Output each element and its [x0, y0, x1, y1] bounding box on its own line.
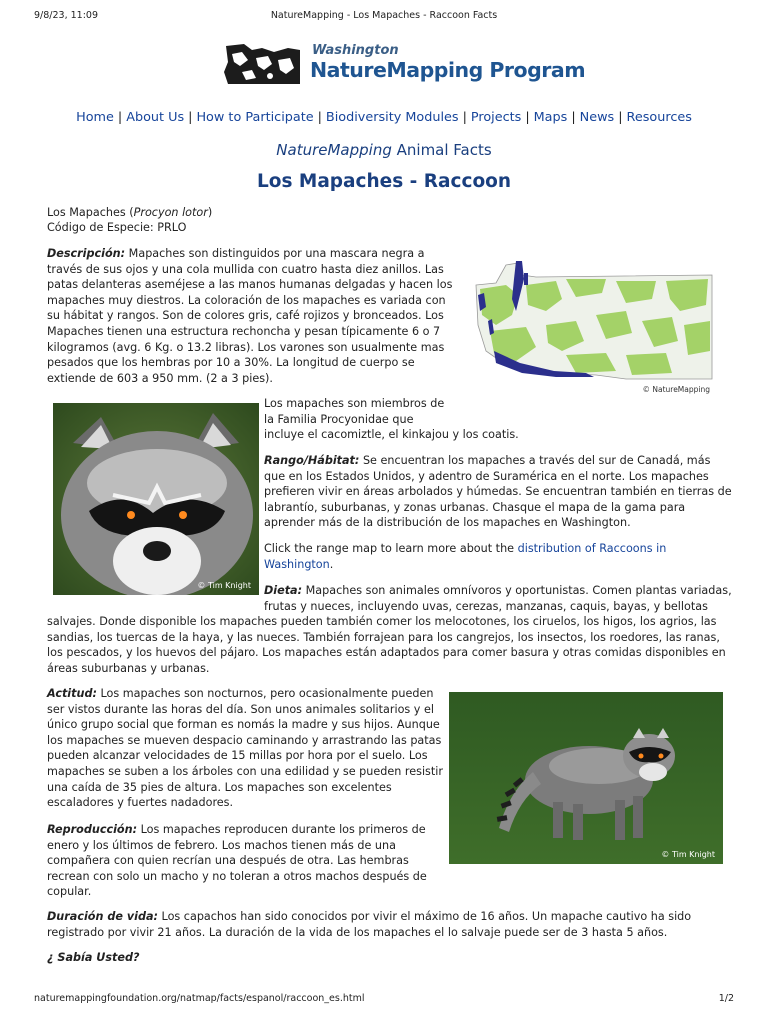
distribution-link-cont[interactable]: Washington: [264, 557, 330, 571]
print-datetime: 9/8/23, 11:09: [34, 10, 98, 21]
photo-credit: © Tim Knight: [197, 581, 251, 590]
description-line: Mapaches son distinguidos por una mascara negra a: [125, 247, 425, 260]
lifespan-section: [47, 909, 737, 940]
behavior-line: mapaches se suben a los árboles con una edilidad y se pueden resistir: [47, 764, 443, 778]
logo-state-text: Washington: [312, 43, 399, 58]
lifespan-line: Los capachos han sido conocidos por vivir el máximo de 16 años. Un mapache cautivo ha sido: [157, 910, 692, 923]
diet-line: áreas suburbanas y urbanas.: [47, 661, 210, 675]
lifespan-line: registrado por vivir 21 años. La duración de la vida de los mapaches el lo salvaje puede ser de 3 hasta 5 años.: [47, 925, 668, 939]
description-line: través de sus ojos y una cola mullida con cuatro hasta diez anillos. Las: [47, 262, 444, 276]
behavior-line: único grupo social que forman es nomás la madre y sus hijos. Aunque: [47, 718, 440, 732]
nav-separator: |: [117, 110, 123, 125]
nav-biodiversity-modules[interactable]: Biodiversity Modules: [325, 110, 459, 125]
description-line: patas delanteras aseméjese a las manos humanas delgadas y hacen los: [47, 278, 453, 292]
print-page-title: NatureMapping - Los Mapaches - Raccoon Facts: [270, 10, 498, 21]
reproduction-line: Los mapaches reproducen durante los primeros de: [137, 823, 426, 836]
behavior-label: Actitud:: [47, 687, 97, 700]
nav-resources[interactable]: Resources: [626, 110, 692, 125]
range-line: aprender más de la distribución de los mapaches en Washington.: [264, 516, 631, 530]
range-map-note: [264, 541, 704, 572]
reproduction-line: recrean con solo un macho y no toleran a otros machos después de: [47, 869, 427, 883]
washington-map-logo-icon: [222, 42, 302, 88]
family-line: incluye el cacomiztle, el kinkajou y los coatis.: [264, 428, 519, 442]
scientific-name: Procyon lotor: [133, 206, 208, 219]
range-label: Rango/Hábitat:: [264, 454, 360, 467]
family-line: Los mapaches son miembros de: [264, 397, 445, 410]
page-title: Los Mapaches - Raccoon: [256, 171, 512, 192]
behavior-section: [47, 686, 447, 811]
species-name-suffix: ): [207, 206, 213, 219]
print-page-number: 1/2: [718, 993, 734, 1004]
range-line: labrantío, suburbanas, y zonas urbanas. Chasque el mapa de la gama para: [264, 500, 686, 514]
logo-program-text: NatureMapping Program: [310, 58, 586, 82]
nav-about-us[interactable]: About Us: [126, 110, 185, 125]
reproduction-label: Reproducción:: [47, 823, 138, 836]
behavior-line: Los mapaches son nocturnos, pero ocasionalmente pueden: [96, 687, 434, 700]
behavior-line: una caída de 35 pies de altura. Los mapaches son excelentes: [47, 780, 392, 794]
reproduction-line: compañera con quien recrían una después de otra. Las hembras: [47, 854, 409, 868]
behavior-line: los mapaches se mueven despacio caminando y arrastrando las patas: [47, 733, 442, 747]
nav-separator: |: [188, 110, 193, 125]
species-code: Código de Especie: PRLO: [47, 221, 187, 234]
raccoon-face-image: [53, 403, 259, 595]
print-footer: [0, 993, 768, 1007]
nav-home[interactable]: Home: [76, 110, 114, 125]
range-line: prefieren vivir en áreas arbolados y húmedas. Se encuentran también en tierras de: [264, 485, 732, 499]
nav-separator: |: [462, 110, 467, 125]
nav-how-to-participate[interactable]: How to Participate: [196, 110, 314, 125]
print-url: naturemappingfoundation.org/natmap/facts/espanol/raccoon_es.html: [34, 993, 365, 1004]
diet-line: frutas y nueces, incluyendo uvas, cerezas, manzanas, caquis, bayas, y bellotas: [264, 599, 708, 613]
nav-separator: |: [317, 110, 322, 125]
diet-label: Dieta:: [264, 584, 303, 597]
diet-line: los pescados, y los huevos del pájaro. Los mapaches están adaptados para comer basura y otras comidas disponibles en: [47, 646, 726, 660]
facts-title-brand: NatureMapping: [276, 141, 392, 159]
reproduction-section: [47, 822, 447, 900]
map-credit: © NatureMapping: [642, 385, 710, 394]
diet-line: salvajes. Donde disponible los mapaches pueden también comer los melocotones, los ciruelos, los higos, los agrios, las: [47, 615, 717, 628]
site-logo[interactable]: [222, 42, 586, 88]
raccoon-walking-photo: [449, 692, 723, 864]
distribution-link[interactable]: distribution of Raccoons in: [517, 542, 667, 555]
behavior-line: pueden alcanzar velocidades de 15 millas por hora por el suelo. Los: [47, 749, 428, 763]
nav-separator: |: [618, 110, 623, 125]
diet-section-top: [264, 583, 734, 614]
range-line: Se encuentran los mapaches a través del sur de Canadá, más: [359, 454, 711, 467]
diet-line: Mapaches son animales omnívoros y oportunistas. Comen plantas variadas,: [302, 584, 732, 597]
lifespan-label: Duración de vida:: [47, 910, 158, 923]
reproduction-line: enero y los últimos de febrero. Los machos tienen más de una: [47, 838, 396, 852]
print-header: [0, 10, 768, 24]
main-nav: [0, 110, 768, 125]
washington-range-map-icon: [466, 255, 720, 400]
nav-maps[interactable]: Maps: [533, 110, 568, 125]
species-name-prefix: Los Mapaches (: [47, 206, 134, 219]
range-click-end: .: [329, 557, 334, 571]
nav-separator: |: [525, 110, 530, 125]
raccoon-walking-image: [449, 692, 723, 864]
description-label: Descripción:: [47, 247, 126, 260]
species-name: [47, 205, 212, 221]
range-section: [264, 453, 734, 531]
animal-facts-title: [0, 141, 768, 159]
behavior-line: ser vistos durante las horas del día. Son unos animales solitarios y el: [47, 702, 434, 716]
raccoon-face-photo: [53, 403, 259, 595]
behavior-line: escaladores y fuertes nadadores.: [47, 796, 234, 810]
description-line: mapaches muy diestros. La coloración de los mapaches es variada con: [47, 293, 446, 307]
range-line: que en los Estados Unidos, y adentro de Suramérica en el norte. Los mapaches: [264, 469, 709, 483]
diet-line: sandias, los tuercas de la haya, y las nueces. También forrajean para los cangrejos, los insectos, los roedores, las ranas,: [47, 630, 720, 644]
family-text: [264, 396, 704, 443]
reproduction-line: copular.: [47, 885, 92, 899]
did-you-know-label: ¿ Sabía Usted?: [47, 951, 140, 964]
facts-title-rest: Animal Facts: [391, 141, 492, 159]
range-click-text: Click the range map to learn more about the: [264, 542, 518, 555]
nav-separator: |: [571, 110, 576, 125]
range-map[interactable]: [466, 255, 720, 400]
nav-news[interactable]: News: [579, 110, 615, 125]
photo-credit: © Tim Knight: [661, 850, 715, 859]
did-you-know-heading: [47, 950, 139, 966]
description-line: kilogramos (avg. 6 Kg. o 13.2 libras). Los varones son usualmente mas: [47, 340, 445, 354]
description-line: su hábitat y rangos. Son de colores gris, café rojizos y bronceados. Los: [47, 309, 444, 323]
nav-projects[interactable]: Projects: [470, 110, 522, 125]
description-line: Mapaches tienen una estructura rechoncha y pesan típicamente 6 o 7: [47, 324, 441, 338]
diet-section-bottom: [47, 614, 737, 676]
family-line: la Familia Procyonidae que: [264, 412, 414, 426]
description-line: extiende de 603 a 950 mm. (2 a 3 pies).: [47, 371, 273, 385]
description-section: [47, 246, 457, 386]
description-line: pesados que los hembras por 10 a 30%. La longitud de cuerpo se: [47, 356, 415, 370]
